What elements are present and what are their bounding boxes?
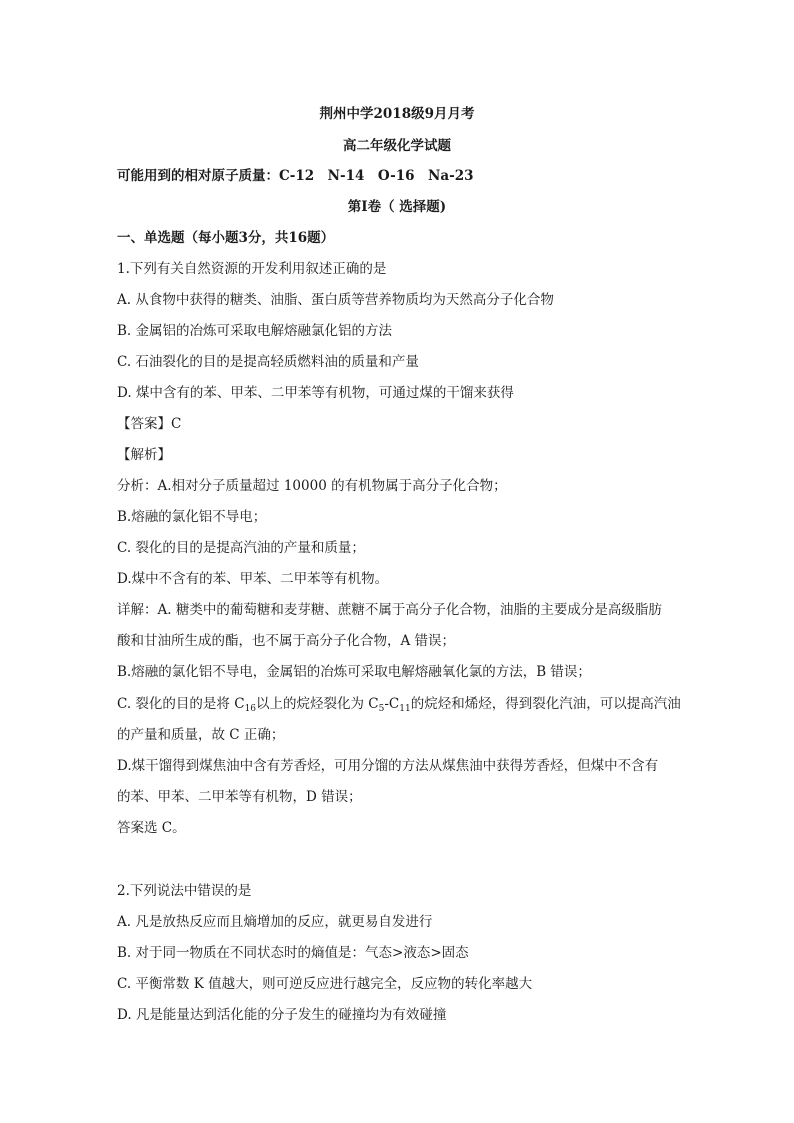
- analysis-line: 答案选 C。: [117, 820, 186, 836]
- analysis-line-c: C. 裂化的目的是将 $C_{16}$以上的烷烃裂化为 $C_5-C_{11}$的烷烃和烯烃，得到裂化汽油，可以提高汽油: [117, 696, 681, 714]
- section-heading: 一、单选题（每小题3分，共16题）: [117, 230, 335, 246]
- question-1-option-b: B. 金属铝的冶炼可采取电解熔融氯化铝的方法: [117, 323, 393, 339]
- question-2-option-d: D. 凡是能量达到活化能的分子发生的碰撞均为有效碰撞: [117, 1007, 447, 1023]
- question-1-option-c: C. 石油裂化的目的是提高轻质燃料油的质量和产量: [117, 354, 419, 370]
- analysis-line: C. 裂化的目的是提高汽油的产量和质量；: [117, 540, 365, 556]
- question-2-option-a: A. 凡是放热反应而且熵增加的反应，就更易自发进行: [117, 914, 433, 930]
- question-2-option-b: B. 对于同一物质在不同状态时的熵值是：气态>液态>固态: [117, 945, 469, 961]
- analysis-line: B.熔融的氯化铝不导电；: [117, 509, 267, 525]
- exam-title: 高二年级化学试题: [343, 138, 451, 154]
- analysis-line: 的产量和质量，故 C 正确；: [117, 727, 285, 743]
- analysis-line: D.煤中不含有的苯、甲苯、二甲苯等有机物。: [117, 571, 389, 587]
- analysis-line: D.煤干馏得到煤焦油中含有芳香烃，可用分馏的方法从煤焦油中获得芳香烃，但煤中不含有: [117, 758, 659, 774]
- question-2-stem: 2.下列说法中错误的是: [117, 883, 252, 899]
- analysis-line: 的苯、甲苯、二甲苯等有机物，D 错误；: [117, 789, 362, 805]
- atomic-mass-note: 可能用到的相对原子质量：C-12 N-14 O-16 Na-23: [117, 168, 474, 184]
- question-1-option-a: A. 从食物中获得的糖类、油脂、蛋白质等营养物质均为天然高分子化合物: [117, 292, 554, 308]
- question-1-answer: 【答案】C: [117, 416, 182, 432]
- question-1-analysis-label: 【解析】: [117, 447, 171, 463]
- question-2-option-c: C. 平衡常数 K 值越大，则可逆反应进行越完全，反应物的转化率越大: [117, 976, 533, 992]
- exam-school-title: 荆州中学2018级9月月考: [319, 106, 475, 122]
- analysis-line: 酸和甘油所生成的酯，也不属于高分子化合物，A 错误；: [117, 633, 456, 649]
- question-1-stem: 1.下列有关自然资源的开发利用叙述正确的是: [117, 261, 387, 277]
- question-1-option-d: D. 煤中含有的苯、甲苯、二甲苯等有机物，可通过煤的干馏来获得: [117, 385, 514, 401]
- analysis-line: 详解：A. 糖类中的葡萄糖和麦芽糖、蔗糖不属于高分子化合物，油脂的主要成分是高级脂肪: [117, 602, 662, 618]
- analysis-line: B.熔融的氯化铝不导电，金属铝的冶炼可采取电解熔融氧化氯的方法，B 错误；: [117, 664, 591, 680]
- volume-heading: 第I卷（ 选择题): [347, 199, 447, 215]
- analysis-line: 分析：A.相对分子质量超过 10000 的有机物属于高分子化合物；: [117, 478, 507, 494]
